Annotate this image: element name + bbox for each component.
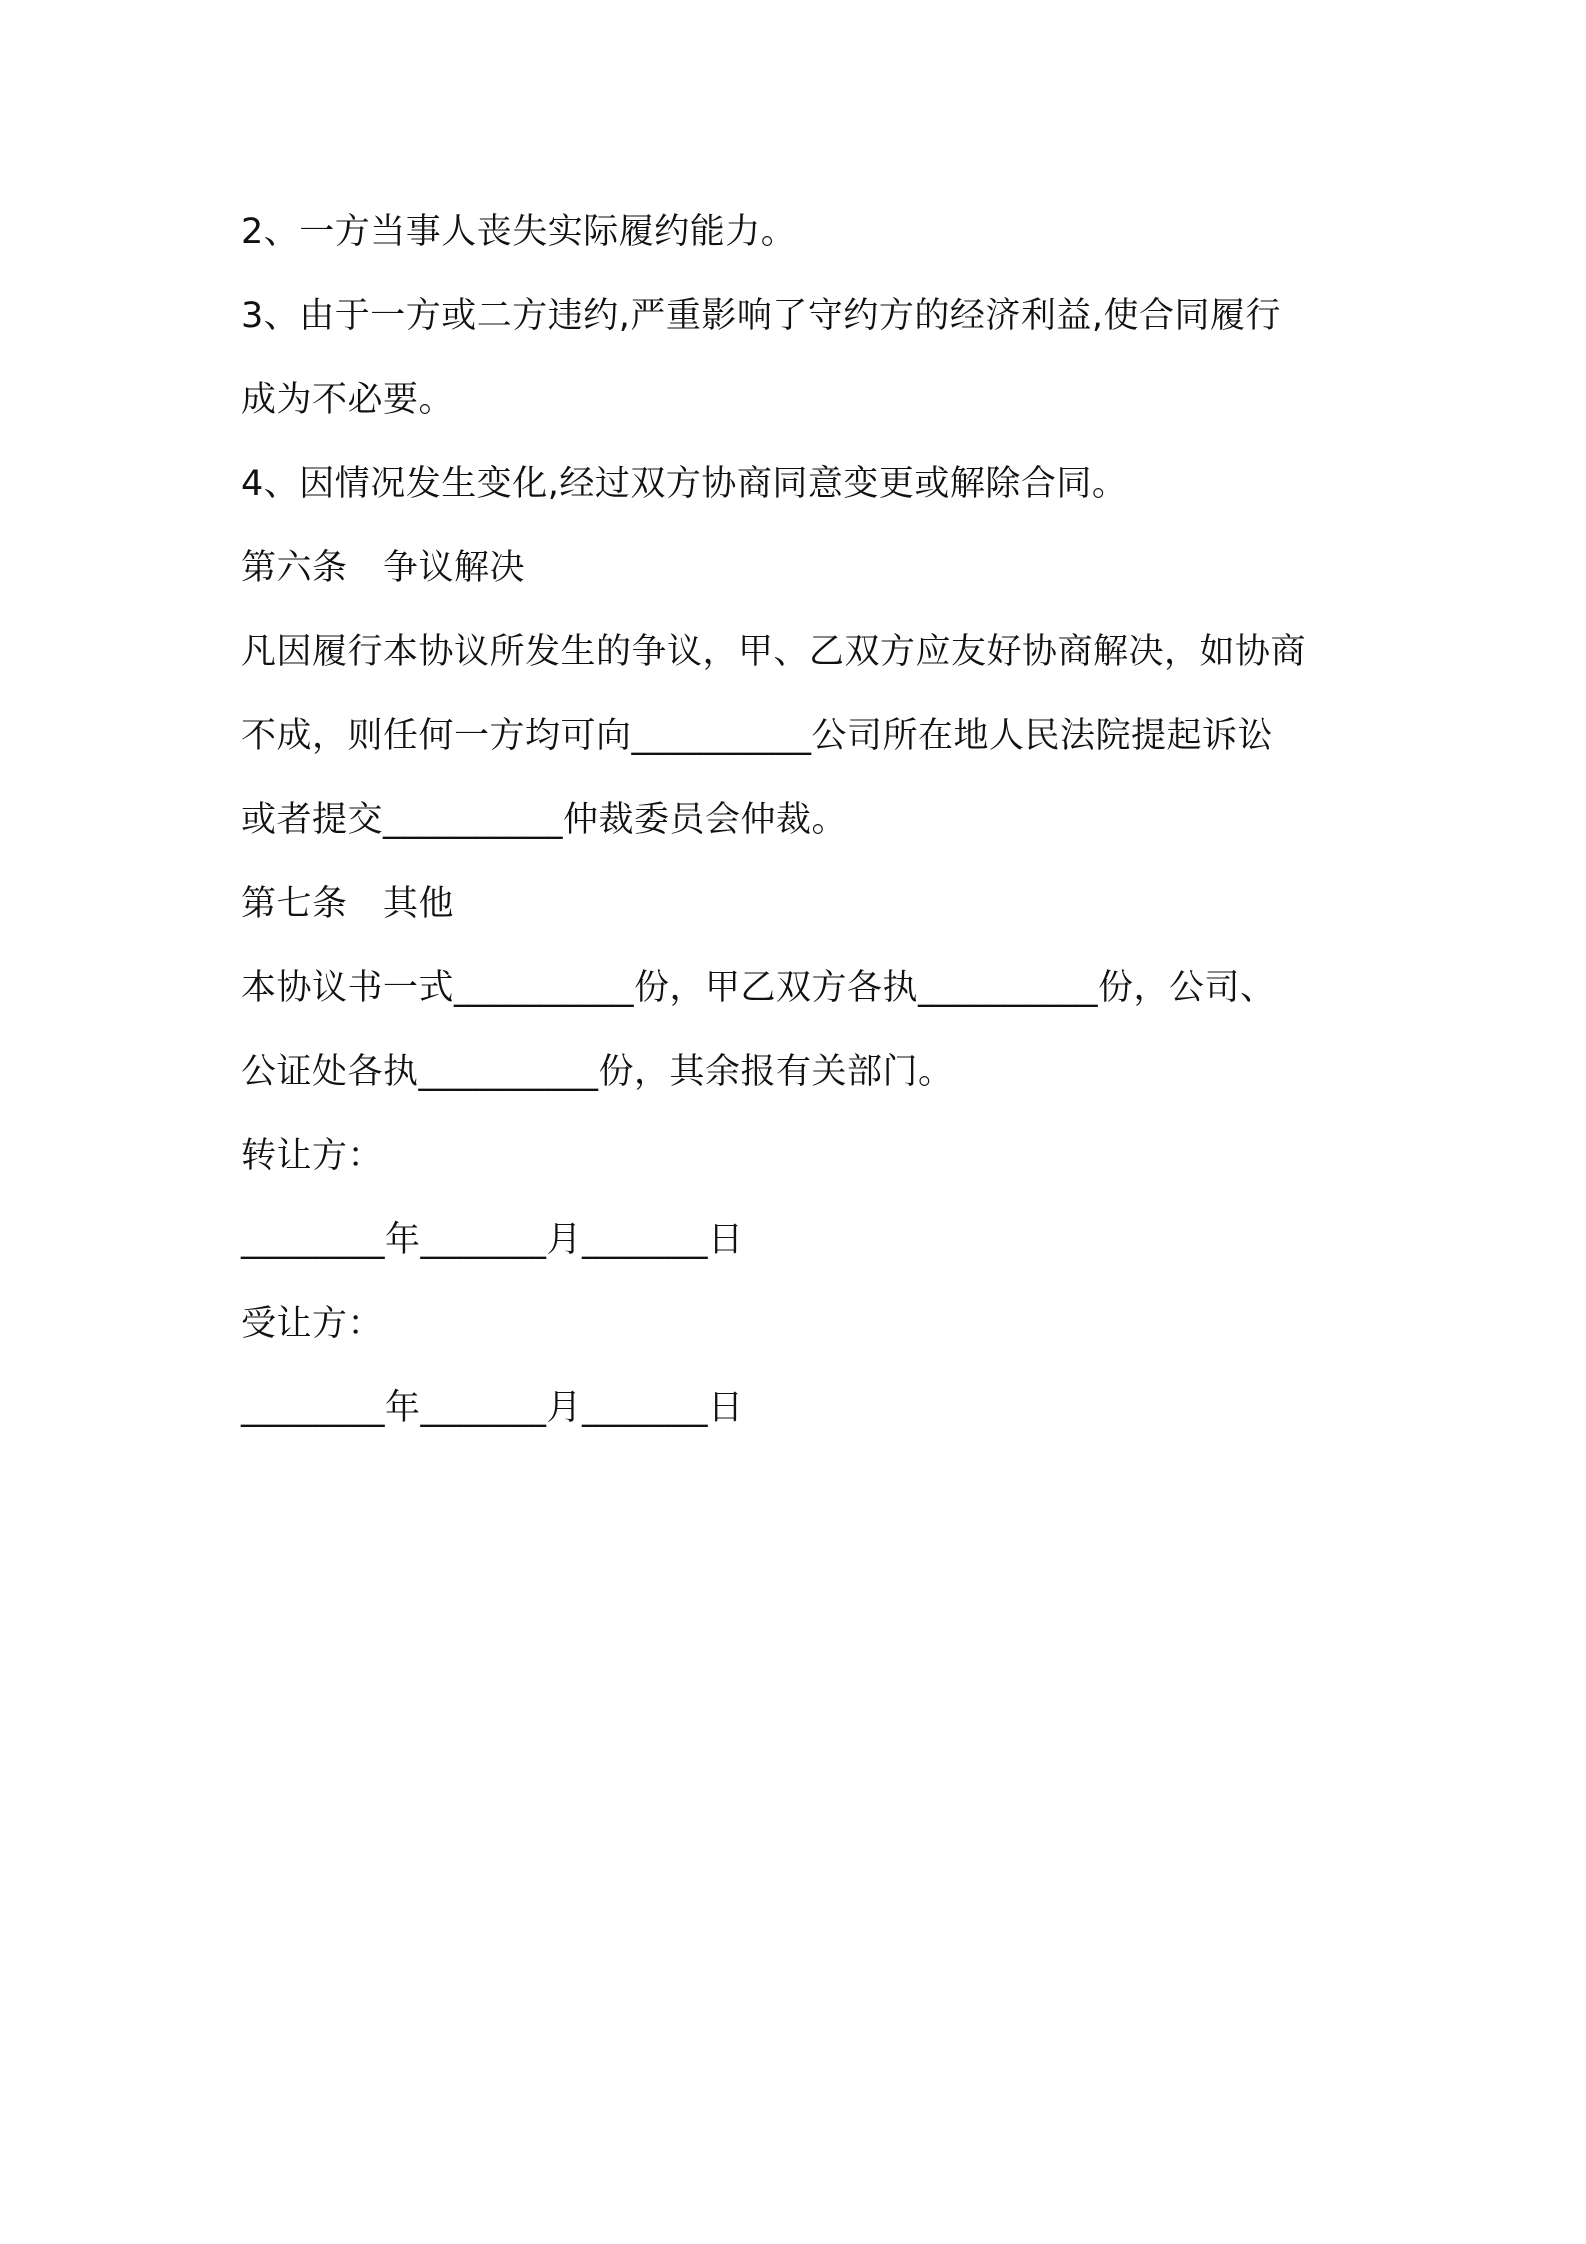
- clause-item-3-line-2: 成为不必要。: [241, 380, 455, 420]
- article-6-heading: 第六条 争议解决: [241, 548, 526, 588]
- article-7-heading: 第七条 其他: [241, 884, 455, 924]
- document-body: [241, 190, 1361, 1450]
- clause-item-4: 4、因情况发生变化,经过双方协商同意变更或解除合同。: [241, 464, 1128, 504]
- clause-item-2: 2、一方当事人丧失实际履约能力。: [241, 212, 797, 252]
- dispute-paragraph-line-2: 不成，则任何一方均可向__________公司所在地人民法院提起诉讼: [241, 716, 1274, 756]
- transferor-date: ________年_______月_______日: [241, 1220, 744, 1260]
- dispute-paragraph-line-1: 凡因履行本协议所发生的争议，甲、乙双方应友好协商解决，如协商: [241, 632, 1307, 672]
- dispute-paragraph-line-3: 或者提交__________仲裁委员会仲裁。: [241, 800, 848, 840]
- copies-paragraph-line-1: 本协议书一式__________份，甲乙双方各执__________份，公司、: [241, 968, 1276, 1008]
- transferee-date: ________年_______月_______日: [241, 1388, 744, 1428]
- transferor-label: 转让方：: [241, 1136, 384, 1176]
- copies-paragraph-line-2: 公证处各执__________份，其余报有关部门。: [241, 1052, 954, 1092]
- clause-item-3-line-1: 3、由于一方或二方违约,严重影响了守约方的经济利益,使合同履行: [241, 296, 1282, 336]
- transferee-label: 受让方：: [241, 1304, 384, 1344]
